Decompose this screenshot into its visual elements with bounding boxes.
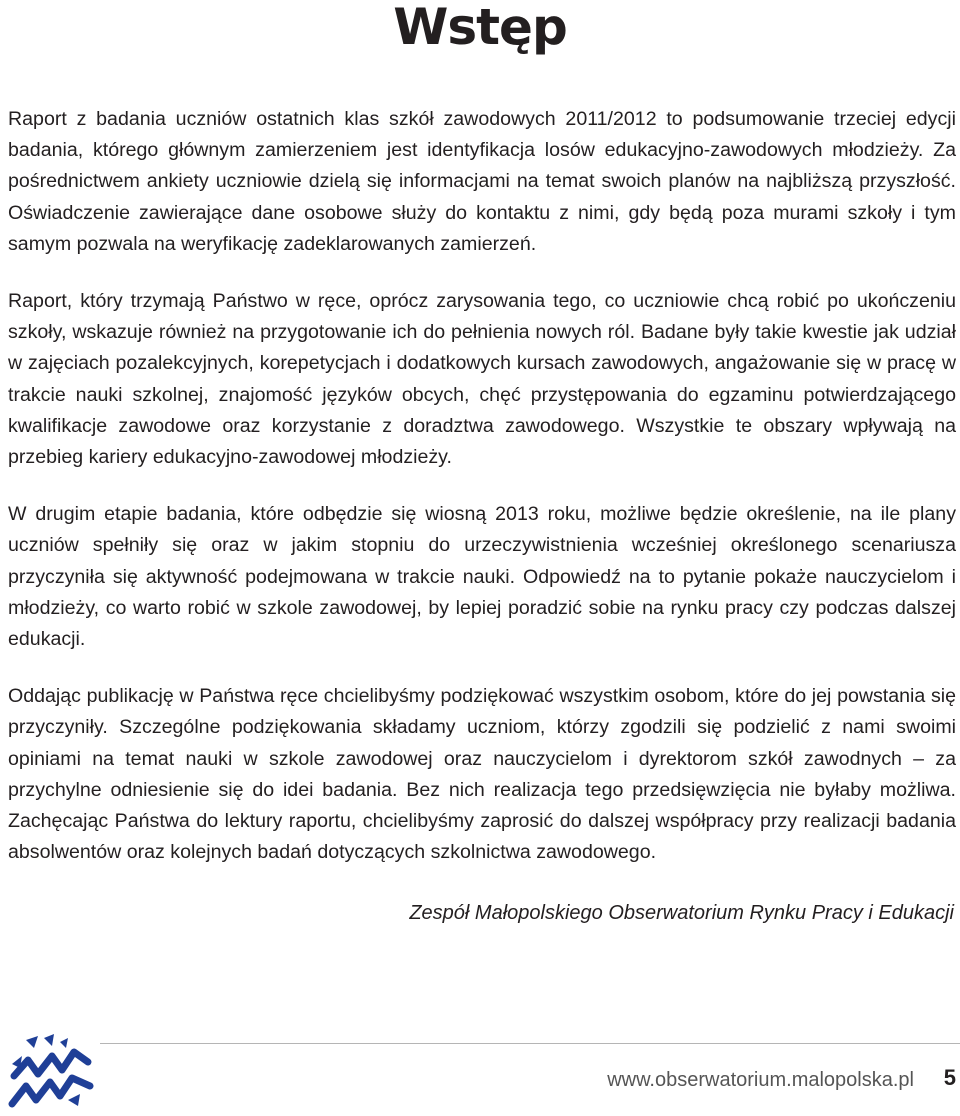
footer-url[interactable]: www.obserwatorium.malopolska.pl [607, 1069, 914, 1091]
obserwatorium-logo-icon [8, 1034, 94, 1112]
paragraph-4: Oddając publikację w Państwa ręce chcielibyśmy podziękować wszystkim osobom, które do jej powstania się przyczyniły. Szczególne podziękowania składamy uczniom, którzy zgodzili się podzielić z nami swoimi opiniami na temat nauki w szkole zawodowej oraz nauczycielom i dyrektorom szkół zawodnych – za przychylne odniesienie się do idei badania. Bez nich realizacja tego przedsięwzięcia nie byłaby możliwa. Zachęcając Państwa do lektury raportu, chcielibyśmy zaprosić do dalszej współpracy przy realizacji badania absolwentów oraz kolejnych badań dotyczących szkolnictwa zawodowego. [8, 685, 956, 864]
page-number: 5 [943, 1065, 956, 1090]
paragraph-1: Raport z badania uczniów ostatnich klas szkół zawodowych 2011/2012 to podsumowanie trzeciej edycji badania, którego głównym zamierzeniem jest identyfikacja losów edukacyjno-zawodowych młodzieży. Za pośrednictwem ankiety uczniowie dzielą się informacjami na temat swoich planów na najbliższą przyszłość. Oświadczenie zawierające dane osobowe służy do kontaktu z nimi, gdy będą poza murami szkoły i tym samym pozwala na weryfikację zadeklarowanych zamierzeń. [8, 108, 956, 255]
document-body [8, 104, 956, 928]
paragraph-3: W drugim etapie badania, które odbędzie się wiosną 2013 roku, możliwe będzie określenie, na ile plany uczniów spełniły się oraz w jakim stopniu do urzeczywistnienia wcześniej określonego scenariusza przyczyniła się aktywność podejmowana w trakcie nauki. Odpowiedź na to pytanie pokaże nauczycielom i młodzieży, co warto robić w szkole zawodowej, by lepiej poradzić sobie na rynku pracy czy podczas dalszej edukacji. [8, 503, 956, 651]
footer-divider [100, 1043, 960, 1044]
paragraph-2: Raport, który trzymają Państwo w ręce, oprócz zarysowania tego, co uczniowie chcą robić po ukończeniu szkoły, wskazuje również na przygotowanie ich do pełnienia nowych ról. Badane były takie kwestie jak udział w zajęciach pozalekcyjnych, korepetycjach i dodatkowych kursach zawodowych, angażowanie się w pracę w trakcie nauki szkolnej, znajomość języków obcych, chęć przystępowania do egzaminu potwierdzającego kwalifikacje zawodowe oraz korzystanie z doradztwa zawodowego. Wszystkie te obszary wpływają na przebieg kariery edukacyjno-zawodowej młodzieży. [8, 290, 956, 469]
signature: Zespół Małopolskiego Obserwatorium Rynku Pracy i Edukacji [409, 902, 954, 925]
page-title: Wstęp [393, 0, 567, 56]
